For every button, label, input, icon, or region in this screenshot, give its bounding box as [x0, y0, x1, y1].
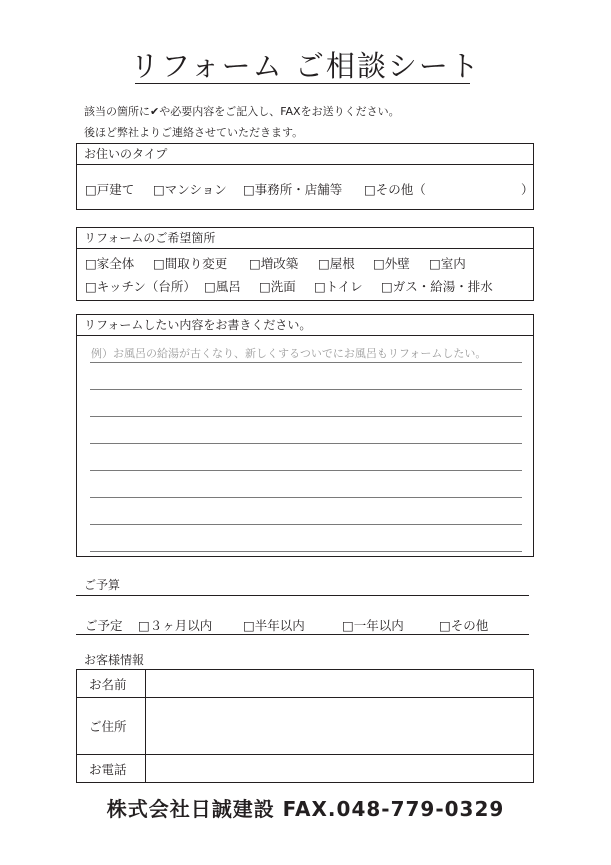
checkbox-detached-house[interactable]: □戸建て	[85, 182, 135, 197]
writing-line[interactable]	[90, 443, 522, 444]
title-underline	[135, 83, 470, 84]
checkbox-exterior-wall[interactable]: □外壁	[373, 256, 410, 271]
customer-heading: お客様情報	[84, 653, 145, 667]
writing-line[interactable]	[90, 497, 522, 498]
checkbox-other-type[interactable]: □その他（	[364, 182, 426, 197]
checkbox-bath[interactable]: □風呂	[204, 279, 241, 294]
reform-areas-heading: リフォームのご希望箇所	[77, 228, 533, 249]
name-label: お名前	[77, 670, 146, 698]
address-field[interactable]	[146, 698, 534, 755]
name-field[interactable]	[146, 670, 534, 698]
example-text: 例）お風呂の給湯が古くなり、新しくするついでにお風呂もリフォームしたい。	[91, 347, 487, 360]
checkbox-roof[interactable]: □屋根	[318, 256, 355, 271]
checkbox-office-store[interactable]: □事務所・店舗等	[243, 182, 343, 197]
checkbox-washroom[interactable]: □洗面	[259, 279, 296, 294]
writing-line[interactable]	[90, 416, 522, 417]
budget-rule	[76, 595, 529, 596]
intro-line-1: 該当の箇所に✔や必要内容をご記入し、FAXをお送りください。	[84, 105, 400, 118]
writing-line[interactable]	[90, 551, 522, 552]
other-type-close-paren: ）	[521, 182, 534, 197]
checkbox-gas-water[interactable]: □ガス・給湯・排水	[381, 279, 493, 294]
checkbox-extension[interactable]: □増改築	[249, 256, 299, 271]
budget-bottom-rule	[76, 634, 529, 635]
checkbox-3-months[interactable]: □３ヶ月以内	[138, 618, 213, 633]
checkbox-other-budget[interactable]: □その他	[439, 618, 489, 633]
writing-line[interactable]	[90, 362, 522, 363]
checkbox-whole-house[interactable]: □家全体	[85, 256, 135, 271]
checkbox-toilet[interactable]: □トイレ	[314, 279, 363, 294]
writing-line[interactable]	[90, 470, 522, 471]
checkbox-one-year[interactable]: □一年以内	[342, 618, 404, 633]
reform-content-heading: リフォームしたい内容をお書きください。	[77, 315, 533, 336]
writing-line[interactable]	[90, 389, 522, 390]
house-type-section	[76, 143, 534, 210]
writing-line[interactable]	[90, 524, 522, 525]
page-title: リフォーム ご相談シート	[130, 49, 481, 83]
company-fax-footer: 株式会社日誠建設 FAX.048-779-0329	[106, 797, 505, 821]
customer-info-table	[76, 669, 534, 783]
budget-label: ご予定	[85, 618, 123, 633]
intro-line-2: 後ほど弊社よりご連絡させていただきます。	[84, 126, 304, 139]
address-label: ご住所	[77, 698, 146, 755]
checkbox-kitchen[interactable]: □キッチン（台所）	[85, 279, 196, 294]
phone-label: お電話	[77, 755, 146, 783]
checkbox-condominium[interactable]: □マンション	[153, 182, 227, 197]
checkbox-half-year[interactable]: □半年以内	[243, 618, 305, 633]
checkbox-interior[interactable]: □室内	[429, 256, 466, 271]
checkbox-layout-change[interactable]: □間取り変更	[153, 256, 228, 271]
budget-heading: ご予算	[84, 578, 121, 592]
house-type-heading: お住いのタイプ	[77, 144, 533, 165]
phone-field[interactable]	[146, 755, 534, 783]
